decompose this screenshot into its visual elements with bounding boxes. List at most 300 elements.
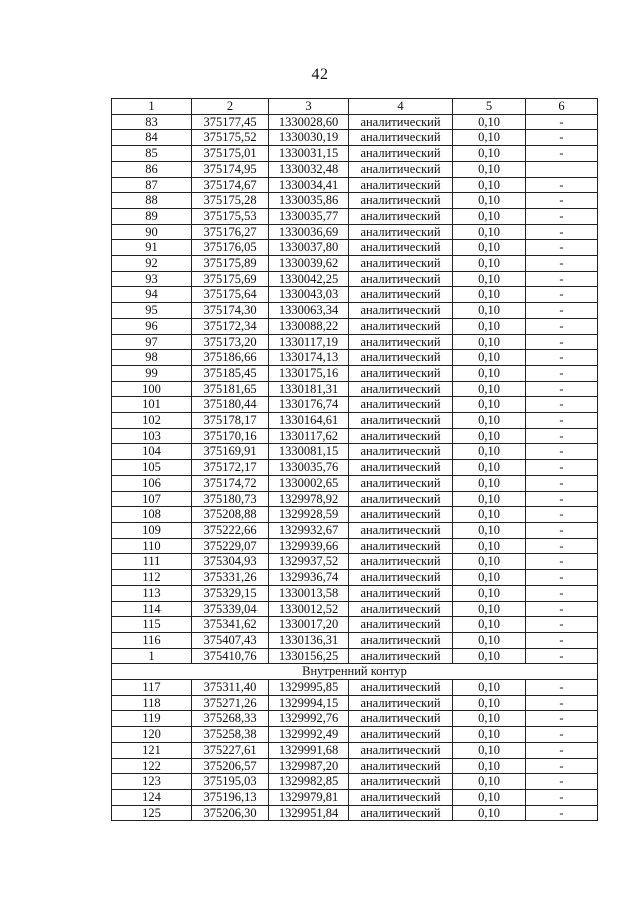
accuracy-cell: 0,10 [453, 507, 526, 523]
point-number-cell: 118 [112, 695, 192, 711]
point-number-cell: 113 [112, 585, 192, 601]
table-row [112, 350, 598, 366]
x-coordinate-cell: 375206,57 [192, 758, 269, 774]
method-cell: аналитический [349, 146, 453, 162]
table-row [112, 397, 598, 413]
note-cell: - [526, 491, 598, 507]
method-cell: аналитический [349, 428, 453, 444]
table-row [112, 413, 598, 429]
y-coordinate-cell: 1330036,69 [269, 224, 349, 240]
table-row [112, 805, 598, 821]
note-cell: - [526, 114, 598, 130]
y-coordinate-cell: 1330035,86 [269, 193, 349, 209]
note-cell: - [526, 460, 598, 476]
table-row [112, 601, 598, 617]
y-coordinate-cell: 1330117,62 [269, 428, 349, 444]
x-coordinate-cell: 375175,52 [192, 130, 269, 146]
point-number-cell: 99 [112, 365, 192, 381]
accuracy-cell: 0,10 [453, 318, 526, 334]
y-coordinate-cell: 1330117,19 [269, 334, 349, 350]
y-coordinate-cell: 1330063,34 [269, 303, 349, 319]
point-number-cell: 85 [112, 146, 192, 162]
method-cell: аналитический [349, 318, 453, 334]
x-coordinate-cell: 375169,91 [192, 444, 269, 460]
note-cell: - [526, 413, 598, 429]
accuracy-cell: 0,10 [453, 224, 526, 240]
note-cell: - [526, 130, 598, 146]
note-cell: - [526, 601, 598, 617]
table-row [112, 617, 598, 633]
method-cell: аналитический [349, 742, 453, 758]
method-cell: аналитический [349, 161, 453, 177]
y-coordinate-cell: 1330175,16 [269, 365, 349, 381]
section-header-row [112, 664, 598, 680]
method-cell: аналитический [349, 632, 453, 648]
point-number-cell: 92 [112, 256, 192, 272]
point-number-cell: 114 [112, 601, 192, 617]
y-coordinate-cell: 1330032,48 [269, 161, 349, 177]
y-coordinate-cell: 1329978,92 [269, 491, 349, 507]
note-cell: - [526, 240, 598, 256]
point-number-cell: 1 [112, 648, 192, 664]
method-cell: аналитический [349, 303, 453, 319]
point-number-cell: 109 [112, 522, 192, 538]
point-number-cell: 121 [112, 742, 192, 758]
point-number-cell: 87 [112, 177, 192, 193]
y-coordinate-cell: 1329937,52 [269, 554, 349, 570]
point-number-cell: 124 [112, 789, 192, 805]
y-coordinate-cell: 1329939,66 [269, 538, 349, 554]
method-cell: аналитический [349, 491, 453, 507]
page-number: 42 [311, 66, 329, 83]
note-cell: - [526, 632, 598, 648]
y-coordinate-cell: 1330017,20 [269, 617, 349, 633]
y-coordinate-cell: 1329994,15 [269, 695, 349, 711]
accuracy-cell: 0,10 [453, 365, 526, 381]
x-coordinate-cell: 375271,26 [192, 695, 269, 711]
accuracy-cell: 0,10 [453, 522, 526, 538]
point-number-cell: 120 [112, 727, 192, 743]
note-cell: - [526, 475, 598, 491]
x-coordinate-cell: 375258,38 [192, 727, 269, 743]
table-row [112, 256, 598, 272]
point-number-cell: 112 [112, 570, 192, 586]
accuracy-cell: 0,10 [453, 601, 526, 617]
table-row [112, 680, 598, 696]
y-coordinate-cell: 1330035,76 [269, 460, 349, 476]
accuracy-cell: 0,10 [453, 758, 526, 774]
table-header-row [112, 99, 598, 115]
method-cell: аналитический [349, 680, 453, 696]
point-number-cell: 91 [112, 240, 192, 256]
y-coordinate-cell: 1330013,58 [269, 585, 349, 601]
point-number-cell: 107 [112, 491, 192, 507]
note-cell: - [526, 397, 598, 413]
x-coordinate-cell: 375170,16 [192, 428, 269, 444]
x-coordinate-cell: 375185,45 [192, 365, 269, 381]
y-coordinate-cell: 1330031,15 [269, 146, 349, 162]
table-row [112, 428, 598, 444]
table-row [112, 161, 598, 177]
point-number-cell: 102 [112, 413, 192, 429]
note-cell: - [526, 334, 598, 350]
accuracy-cell: 0,10 [453, 570, 526, 586]
column-header: 5 [453, 99, 526, 115]
note-cell: - [526, 303, 598, 319]
y-coordinate-cell: 1330035,77 [269, 208, 349, 224]
accuracy-cell: 0,10 [453, 114, 526, 130]
note-cell: - [526, 287, 598, 303]
y-coordinate-cell: 1329992,49 [269, 727, 349, 743]
method-cell: аналитический [349, 350, 453, 366]
accuracy-cell: 0,10 [453, 711, 526, 727]
y-coordinate-cell: 1330002,65 [269, 475, 349, 491]
method-cell: аналитический [349, 256, 453, 272]
x-coordinate-cell: 375176,27 [192, 224, 269, 240]
method-cell: аналитический [349, 475, 453, 491]
point-number-cell: 122 [112, 758, 192, 774]
point-number-cell: 123 [112, 774, 192, 790]
table-row [112, 146, 598, 162]
y-coordinate-cell: 1329991,68 [269, 742, 349, 758]
x-coordinate-cell: 375222,66 [192, 522, 269, 538]
x-coordinate-cell: 375407,43 [192, 632, 269, 648]
x-coordinate-cell: 375206,30 [192, 805, 269, 821]
point-number-cell: 95 [112, 303, 192, 319]
method-cell: аналитический [349, 789, 453, 805]
note-cell: - [526, 554, 598, 570]
x-coordinate-cell: 375195,03 [192, 774, 269, 790]
point-number-cell: 117 [112, 680, 192, 696]
x-coordinate-cell: 375175,01 [192, 146, 269, 162]
point-number-cell: 84 [112, 130, 192, 146]
point-number-cell: 98 [112, 350, 192, 366]
note-cell: - [526, 727, 598, 743]
note-cell [526, 161, 598, 177]
y-coordinate-cell: 1329987,20 [269, 758, 349, 774]
accuracy-cell: 0,10 [453, 554, 526, 570]
x-coordinate-cell: 375174,67 [192, 177, 269, 193]
method-cell: аналитический [349, 224, 453, 240]
y-coordinate-cell: 1330176,74 [269, 397, 349, 413]
note-cell: - [526, 695, 598, 711]
point-number-cell: 103 [112, 428, 192, 444]
x-coordinate-cell: 375311,40 [192, 680, 269, 696]
accuracy-cell: 0,10 [453, 695, 526, 711]
accuracy-cell: 0,10 [453, 130, 526, 146]
y-coordinate-cell: 1329928,59 [269, 507, 349, 523]
note-cell: - [526, 350, 598, 366]
method-cell: аналитический [349, 617, 453, 633]
method-cell: аналитический [349, 381, 453, 397]
accuracy-cell: 0,10 [453, 146, 526, 162]
accuracy-cell: 0,10 [453, 648, 526, 664]
accuracy-cell: 0,10 [453, 381, 526, 397]
y-coordinate-cell: 1330042,25 [269, 271, 349, 287]
x-coordinate-cell: 375177,45 [192, 114, 269, 130]
point-number-cell: 116 [112, 632, 192, 648]
note-cell: - [526, 381, 598, 397]
method-cell: аналитический [349, 758, 453, 774]
method-cell: аналитический [349, 444, 453, 460]
x-coordinate-cell: 375329,15 [192, 585, 269, 601]
table-row [112, 208, 598, 224]
accuracy-cell: 0,10 [453, 428, 526, 444]
note-cell: - [526, 177, 598, 193]
y-coordinate-cell: 1330028,60 [269, 114, 349, 130]
accuracy-cell: 0,10 [453, 193, 526, 209]
x-coordinate-cell: 375175,64 [192, 287, 269, 303]
y-coordinate-cell: 1329995,85 [269, 680, 349, 696]
accuracy-cell: 0,10 [453, 177, 526, 193]
accuracy-cell: 0,10 [453, 805, 526, 821]
note-cell: - [526, 617, 598, 633]
point-number-cell: 86 [112, 161, 192, 177]
point-number-cell: 106 [112, 475, 192, 491]
point-number-cell: 108 [112, 507, 192, 523]
accuracy-cell: 0,10 [453, 617, 526, 633]
y-coordinate-cell: 1330034,41 [269, 177, 349, 193]
point-number-cell: 104 [112, 444, 192, 460]
accuracy-cell: 0,10 [453, 585, 526, 601]
x-coordinate-cell: 375174,72 [192, 475, 269, 491]
note-cell: - [526, 318, 598, 334]
method-cell: аналитический [349, 334, 453, 350]
table-row [112, 271, 598, 287]
x-coordinate-cell: 375180,73 [192, 491, 269, 507]
note-cell: - [526, 444, 598, 460]
table-row [112, 742, 598, 758]
point-number-cell: 105 [112, 460, 192, 476]
table-row [112, 570, 598, 586]
y-coordinate-cell: 1330164,61 [269, 413, 349, 429]
section-title: Внутренний контур [112, 664, 598, 680]
table-row [112, 334, 598, 350]
point-number-cell: 125 [112, 805, 192, 821]
x-coordinate-cell: 375172,17 [192, 460, 269, 476]
accuracy-cell: 0,10 [453, 208, 526, 224]
method-cell: аналитический [349, 601, 453, 617]
x-coordinate-cell: 375178,17 [192, 413, 269, 429]
point-number-cell: 101 [112, 397, 192, 413]
accuracy-cell: 0,10 [453, 727, 526, 743]
method-cell: аналитический [349, 397, 453, 413]
table-row [112, 695, 598, 711]
x-coordinate-cell: 375180,44 [192, 397, 269, 413]
x-coordinate-cell: 375176,05 [192, 240, 269, 256]
accuracy-cell: 0,10 [453, 256, 526, 272]
point-number-cell: 88 [112, 193, 192, 209]
y-coordinate-cell: 1330081,15 [269, 444, 349, 460]
accuracy-cell: 0,10 [453, 632, 526, 648]
accuracy-cell: 0,10 [453, 444, 526, 460]
section-header [112, 664, 598, 680]
y-coordinate-cell: 1329932,67 [269, 522, 349, 538]
note-cell: - [526, 538, 598, 554]
method-cell: аналитический [349, 114, 453, 130]
accuracy-cell: 0,10 [453, 742, 526, 758]
accuracy-cell: 0,10 [453, 789, 526, 805]
x-coordinate-cell: 375174,95 [192, 161, 269, 177]
accuracy-cell: 0,10 [453, 397, 526, 413]
method-cell: аналитический [349, 585, 453, 601]
note-cell: - [526, 208, 598, 224]
accuracy-cell: 0,10 [453, 413, 526, 429]
accuracy-cell: 0,10 [453, 460, 526, 476]
y-coordinate-cell: 1330181,31 [269, 381, 349, 397]
method-cell: аналитический [349, 287, 453, 303]
table-row [112, 240, 598, 256]
accuracy-cell: 0,10 [453, 161, 526, 177]
method-cell: аналитический [349, 805, 453, 821]
table-row [112, 522, 598, 538]
y-coordinate-cell: 1330039,62 [269, 256, 349, 272]
accuracy-cell: 0,10 [453, 538, 526, 554]
table-row [112, 224, 598, 240]
x-coordinate-cell: 375175,28 [192, 193, 269, 209]
note-cell: - [526, 507, 598, 523]
column-header: 4 [349, 99, 453, 115]
method-cell: аналитический [349, 130, 453, 146]
method-cell: аналитический [349, 365, 453, 381]
table-row [112, 365, 598, 381]
point-number-cell: 115 [112, 617, 192, 633]
y-coordinate-cell: 1329982,85 [269, 774, 349, 790]
method-cell: аналитический [349, 538, 453, 554]
table-row [112, 491, 598, 507]
accuracy-cell: 0,10 [453, 271, 526, 287]
table-row [112, 381, 598, 397]
table-row [112, 130, 598, 146]
coordinates-table [111, 98, 598, 821]
table-row [112, 475, 598, 491]
note-cell: - [526, 271, 598, 287]
note-cell: - [526, 711, 598, 727]
table-row [112, 303, 598, 319]
x-coordinate-cell: 375175,69 [192, 271, 269, 287]
y-coordinate-cell: 1329951,84 [269, 805, 349, 821]
note-cell: - [526, 805, 598, 821]
point-number-cell: 83 [112, 114, 192, 130]
table-row [112, 538, 598, 554]
table-row [112, 632, 598, 648]
y-coordinate-cell: 1330156,25 [269, 648, 349, 664]
table-row [112, 585, 598, 601]
y-coordinate-cell: 1330012,52 [269, 601, 349, 617]
x-coordinate-cell: 375304,93 [192, 554, 269, 570]
x-coordinate-cell: 375175,89 [192, 256, 269, 272]
accuracy-cell: 0,10 [453, 774, 526, 790]
method-cell: аналитический [349, 695, 453, 711]
accuracy-cell: 0,10 [453, 287, 526, 303]
accuracy-cell: 0,10 [453, 334, 526, 350]
x-coordinate-cell: 375181,65 [192, 381, 269, 397]
point-number-cell: 94 [112, 287, 192, 303]
method-cell: аналитический [349, 507, 453, 523]
note-cell: - [526, 585, 598, 601]
column-header: 3 [269, 99, 349, 115]
point-number-cell: 89 [112, 208, 192, 224]
x-coordinate-cell: 375341,62 [192, 617, 269, 633]
point-number-cell: 97 [112, 334, 192, 350]
accuracy-cell: 0,10 [453, 240, 526, 256]
table-row [112, 554, 598, 570]
table-row [112, 444, 598, 460]
point-number-cell: 119 [112, 711, 192, 727]
x-coordinate-cell: 375208,88 [192, 507, 269, 523]
y-coordinate-cell: 1329979,81 [269, 789, 349, 805]
table-row [112, 507, 598, 523]
y-coordinate-cell: 1330037,80 [269, 240, 349, 256]
outer-contour-rows [112, 114, 598, 664]
method-cell: аналитический [349, 774, 453, 790]
accuracy-cell: 0,10 [453, 350, 526, 366]
table-row [112, 287, 598, 303]
point-number-cell: 100 [112, 381, 192, 397]
point-number-cell: 111 [112, 554, 192, 570]
method-cell: аналитический [349, 177, 453, 193]
method-cell: аналитический [349, 240, 453, 256]
method-cell: аналитический [349, 554, 453, 570]
x-coordinate-cell: 375196,13 [192, 789, 269, 805]
note-cell: - [526, 193, 598, 209]
table-row [112, 758, 598, 774]
x-coordinate-cell: 375174,30 [192, 303, 269, 319]
method-cell: аналитический [349, 711, 453, 727]
accuracy-cell: 0,10 [453, 680, 526, 696]
x-coordinate-cell: 375339,04 [192, 601, 269, 617]
method-cell: аналитический [349, 193, 453, 209]
y-coordinate-cell: 1330043,03 [269, 287, 349, 303]
note-cell: - [526, 648, 598, 664]
note-cell: - [526, 522, 598, 538]
x-coordinate-cell: 375227,61 [192, 742, 269, 758]
table-row [112, 460, 598, 476]
y-coordinate-cell: 1330174,13 [269, 350, 349, 366]
point-number-cell: 96 [112, 318, 192, 334]
column-header: 6 [526, 99, 598, 115]
table-row [112, 318, 598, 334]
table-row [112, 711, 598, 727]
note-cell: - [526, 742, 598, 758]
y-coordinate-cell: 1329936,74 [269, 570, 349, 586]
table-row [112, 789, 598, 805]
x-coordinate-cell: 375172,34 [192, 318, 269, 334]
x-coordinate-cell: 375268,33 [192, 711, 269, 727]
column-header: 2 [192, 99, 269, 115]
method-cell: аналитический [349, 413, 453, 429]
table-row [112, 774, 598, 790]
method-cell: аналитический [349, 271, 453, 287]
table-row [112, 177, 598, 193]
method-cell: аналитический [349, 727, 453, 743]
accuracy-cell: 0,10 [453, 475, 526, 491]
table-row [112, 648, 598, 664]
y-coordinate-cell: 1330030,19 [269, 130, 349, 146]
note-cell: - [526, 570, 598, 586]
table-row [112, 193, 598, 209]
column-header: 1 [112, 99, 192, 115]
note-cell: - [526, 256, 598, 272]
note-cell: - [526, 365, 598, 381]
x-coordinate-cell: 375173,20 [192, 334, 269, 350]
point-number-cell: 93 [112, 271, 192, 287]
x-coordinate-cell: 375229,07 [192, 538, 269, 554]
point-number-cell: 110 [112, 538, 192, 554]
point-number-cell: 90 [112, 224, 192, 240]
note-cell: - [526, 146, 598, 162]
x-coordinate-cell: 375175,53 [192, 208, 269, 224]
